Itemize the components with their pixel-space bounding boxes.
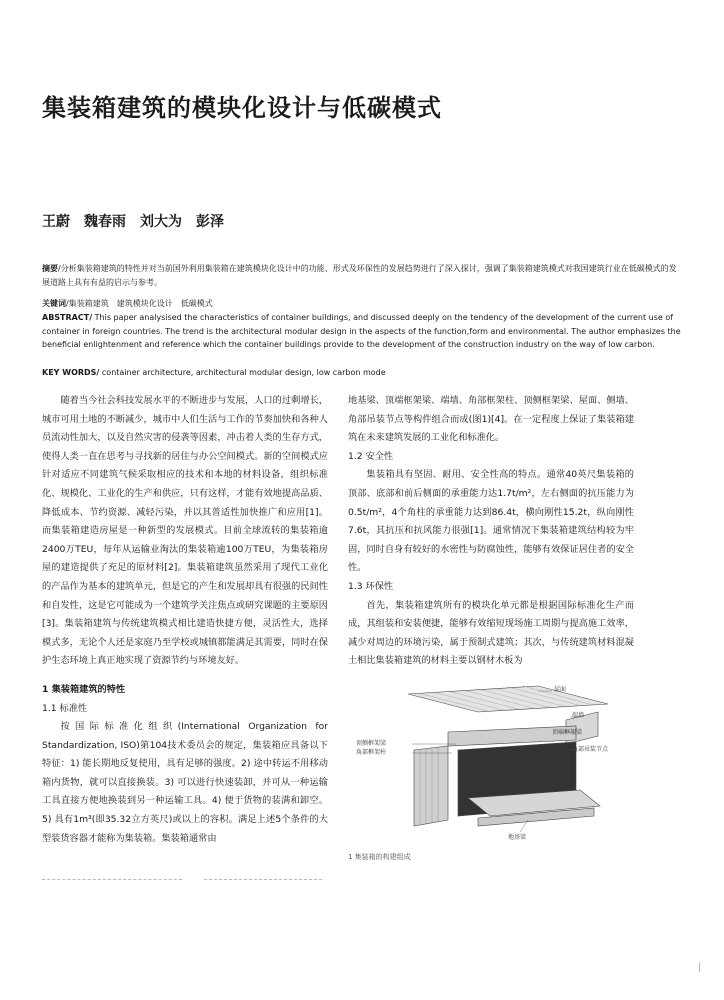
- label-top-side-beam: 顶侧框架梁: [356, 740, 387, 747]
- label-base-beam: 地基梁: [508, 834, 527, 841]
- figure-caption: 1 集装箱的构建组成: [348, 853, 411, 861]
- article-title: 集装箱建筑的模块化设计与低碳模式: [42, 94, 442, 122]
- keywords-cn-text: /集装箱建筑 建筑模块化设计 低碳模式: [66, 299, 213, 308]
- container-exploded-diagram: [348, 680, 648, 850]
- keywords-en-label: KEY WORDS/: [42, 368, 100, 377]
- keywords-cn-label: 关键词: [42, 299, 66, 308]
- keywords-en: [42, 366, 682, 380]
- label-roof: 屋面: [554, 686, 567, 693]
- abstract-en-label: ABSTRACT/: [42, 313, 93, 322]
- author-list: 王蔚 魏春雨 刘大为 彭泽: [42, 214, 224, 230]
- roof-panel: [408, 686, 608, 712]
- footer-rule-left: [42, 879, 182, 880]
- right-column: [348, 392, 634, 671]
- label-corner-fitting: 角部吊装节点: [572, 746, 609, 753]
- subsection-heading-1-3: 1.3 环保性: [348, 580, 394, 592]
- abstract-en: [42, 311, 682, 352]
- environment-paragraph: 首先，集装箱建筑所有的模块化单元都是根据国际标准化生产而成，其组装和安装便捷，能够有效缩短现场施工周期与提高施工效率，减少对周边的环境污染，属于预制式建筑；其次，与传统建筑材料混凝土相比集装箱建筑的材料主要以钢材木板为: [348, 599, 634, 667]
- keywords-en-text: container architecture, architectural modular design, low carbon mode: [99, 368, 386, 377]
- subsection-heading-1-2: 1.2 安全性: [348, 450, 394, 462]
- container-exploded-figure: [348, 680, 648, 850]
- continued-paragraph: 地基梁、顶端框架梁、端墙、角部框架柱、顶侧框架梁、屋面、侧墙、角部吊装节点等构件组合而成(图1)[4]。在一定程度上保证了集装箱建筑在未来建筑发展的工业化和标准化。: [348, 395, 634, 444]
- label-end-wall: 端墙: [572, 712, 585, 719]
- page-edge-mark: [699, 962, 700, 972]
- left-column: [42, 392, 328, 848]
- end-wall-left: [414, 746, 448, 826]
- standard-paragraph: 按国际标准化组织(International Organization for Standardization, ISO)第104技术委员会的规定，集装箱应具备以下特征：1) 能长期地反复使用，具有足够的强度。2) 途中转运不用移动箱内货物，就可以直接换装。3) 可以进行快速装卸，并可从一种运输工具直接方便地换装到另一种运输工具。4) 便于货物的装满和卸空。5) 具有1m³(即35.32立方英尺)或以上的容积。满足上述5个条件的大型装货容器才能称为集装箱。集装箱通常由: [42, 721, 328, 844]
- intro-paragraph: 随着当今社会科技发展水平的不断进步与发展，人口的过剩增长，城市可用土地的不断减少，城市中人们生活与工作的节奏加快和各种人员流动性加大，以及自然灾害的侵袭等因素，冲击着人类的生存方式，使得人类一直在思考与寻找新的居住与办公空间模式。新的空间模式应针对适应不同建筑气候采取相应的技术和本地的材料设备，组织标准化、规模化、工业化的生产和供应，只有这样，才能有效地提高品质、降低成本、节约资源、减轻污染，并以其普适性加快推广和应用[1]。而集装箱建造房屋是一种新型的发展模式。目前全球流转的集装箱逾2400万TEU，每年从运输业淘汰的集装箱逾100万TEU，为集装箱房屋的建造提供了充足的原材料[2]。集装箱建筑虽然采用了现代工业化的产品作为基本的建筑单元，但是它的产生和发展却具有很强的民间性和自发性，这是它可能成为一个建筑学关注焦点或研究课题的主要原因[3]。集装箱建筑与传统建筑模式相比建造快捷方便，灵活性大，选择模式多，无论个人还是家庭乃至学校或城镇都能满足其需要，同时在保护生态环境上真正地实现了资源节约与环境友好。: [42, 395, 328, 667]
- subsection-heading-1-1: 1.1 标准性: [42, 702, 88, 714]
- abstract-en-text: This paper analysised the characteristics of container buildings, and discussed deeply on the tendency of the development of the current use of container in foreign countries. The trend is the architectural modular design in the aspects of the function,form and environmental. The author emphasizes the beneficial enlightenment and reference which the container buildings provide to the development of the construction industry on the way of low carbon.: [42, 313, 681, 350]
- label-corner-post: 角部框架柱: [356, 749, 387, 756]
- keywords-cn: [42, 297, 682, 311]
- section-heading-1: 1 集装箱建筑的特性: [42, 683, 126, 695]
- label-top-end-beam: 顶端框架梁: [552, 729, 583, 736]
- abstract-cn-text: /分析集装箱建筑的特性并对当前国外利用集装箱在建筑模块化设计中的功能、形式及环保性的发展趋势进行了深入探讨，强调了集装箱建筑模式对我国建筑行业在低碳模式的发展道路上具有有益的启示与参考。: [42, 264, 677, 287]
- safety-paragraph: 集装箱具有坚固、耐用、安全性高的特点。通常40英尺集装箱的顶部、底部和前后侧面的承重能力达1.7t/m²，左右侧面的抗压能力为0.5t/m²，4个角柱的承重能力达到86.4t，横向刚性15.2t，纵向刚性7.6t，其抗压和抗风能力很强[1]。通常情况下集装箱建筑结构较为牢固，同时自身有较好的水密性与防腐蚀性，能够有效保证居住者的安全性。: [348, 469, 634, 574]
- abstract-cn-label: 摘要: [42, 264, 58, 273]
- abstract-cn: [42, 262, 682, 289]
- footer-rule-right: [204, 879, 322, 880]
